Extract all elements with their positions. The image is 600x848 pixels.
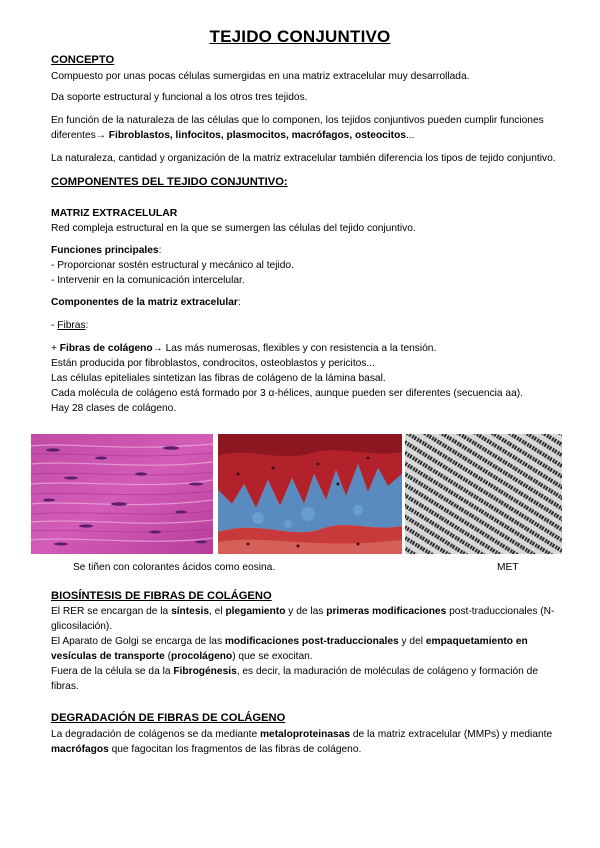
concepto-paragraph-3: En función de la naturaleza de las células que lo componen, los tejidos conjuntivos pueden cumplir funciones diferentes→ Fibroblastos, linfocitos, plasmocitos, macrófagos, osteocitos... [51,115,544,141]
biosintesis-paragraph-2: El Aparato de Golgi se encarga de las modificaciones post-traduccionales y del empaquetamiento en vesículas de transporte (procolágeno) que se exocitan. [51,636,528,662]
componentes-section [51,175,561,416]
funcion-item-2: - Intervenir en la comunicación intercelular. [51,275,245,286]
concepto-section [51,53,561,166]
biosintesis-paragraph-1: El RER se encargan de la síntesis, el plegamiento y de las primeras modificaciones post-traduccionales (N-glicosilación). [51,606,555,632]
colageno-line-5: Hay 28 clases de colágeno. [51,403,177,414]
image-caption-met: MET [497,562,519,573]
componentes-heading: COMPONENTES DEL TEJIDO CONJUNTIVO: [51,176,288,188]
image-caption-eosin: Se tiñen con colorantes ácidos como eosina. [73,562,276,573]
matriz-definition: Red compleja estructural en la que se sumergen las células del tejido conjuntivo. [51,223,416,234]
tem-collagen-image [405,434,562,554]
page-title: TEJIDO CONJUNTIVO [209,27,391,46]
concepto-paragraph-4: La naturaleza, cantidad y organización de la matriz extracelular también diferencia los tipos de tejido conjuntivo. [51,153,556,164]
concepto-heading: CONCEPTO [51,54,115,66]
degradacion-paragraph: La degradación de colágenos se da mediante metaloproteinasas de la matriz extracelular (MMPs) y mediante macrófagos que fagocitan los fragmentos de las fibras de colágeno. [51,729,553,755]
colageno-line-4: Cada molécula de colágeno está formado por 3 α-hélices, aunque pueden ser diferentes (secuencia aa). [51,388,523,399]
matriz-heading: MATRIZ EXTRACELULAR [51,208,178,219]
degradacion-heading: DEGRADACIÓN DE FIBRAS DE COLÁGENO [51,712,286,724]
componentes-matriz-heading: Componentes de la matriz extracelular: [51,297,241,308]
funciones-heading: Funciones principales: [51,245,162,256]
fibras-label: - Fibras: [51,320,89,331]
biosintesis-section [51,589,561,694]
colageno-line-3: Las células epiteliales sintetizan las fibras de colágeno de la lámina basal. [51,373,386,384]
colageno-line-1: + Fibras de colágeno→ Las más numerosas, flexibles y con resistencia a la tensión. [51,343,437,354]
histology-image-eosin [31,434,213,554]
funcion-item-1: - Proporcionar sostén estructural y mecánico al tejido. [51,260,294,271]
concepto-paragraph-1: Compuesto por unas pocas células sumergidas en una matriz extracelular muy desarrollada. [51,71,470,82]
concepto-paragraph-2: Da soporte estructural y funcional a los otros tres tejidos. [51,92,308,103]
degradacion-section [51,711,561,757]
biosintesis-heading: BIOSÍNTESIS DE FIBRAS DE COLÁGENO [51,590,272,602]
colageno-line-2: Están producida por fibroblastos, condrocitos, osteoblastos y pericitos... [51,358,375,369]
biosintesis-paragraph-3: Fuera de la célula se da la Fibrogénesis, es decir, la maduración de moléculas de colágeno y formación de fibras. [51,666,539,692]
histology-image-trichrome [218,434,402,554]
